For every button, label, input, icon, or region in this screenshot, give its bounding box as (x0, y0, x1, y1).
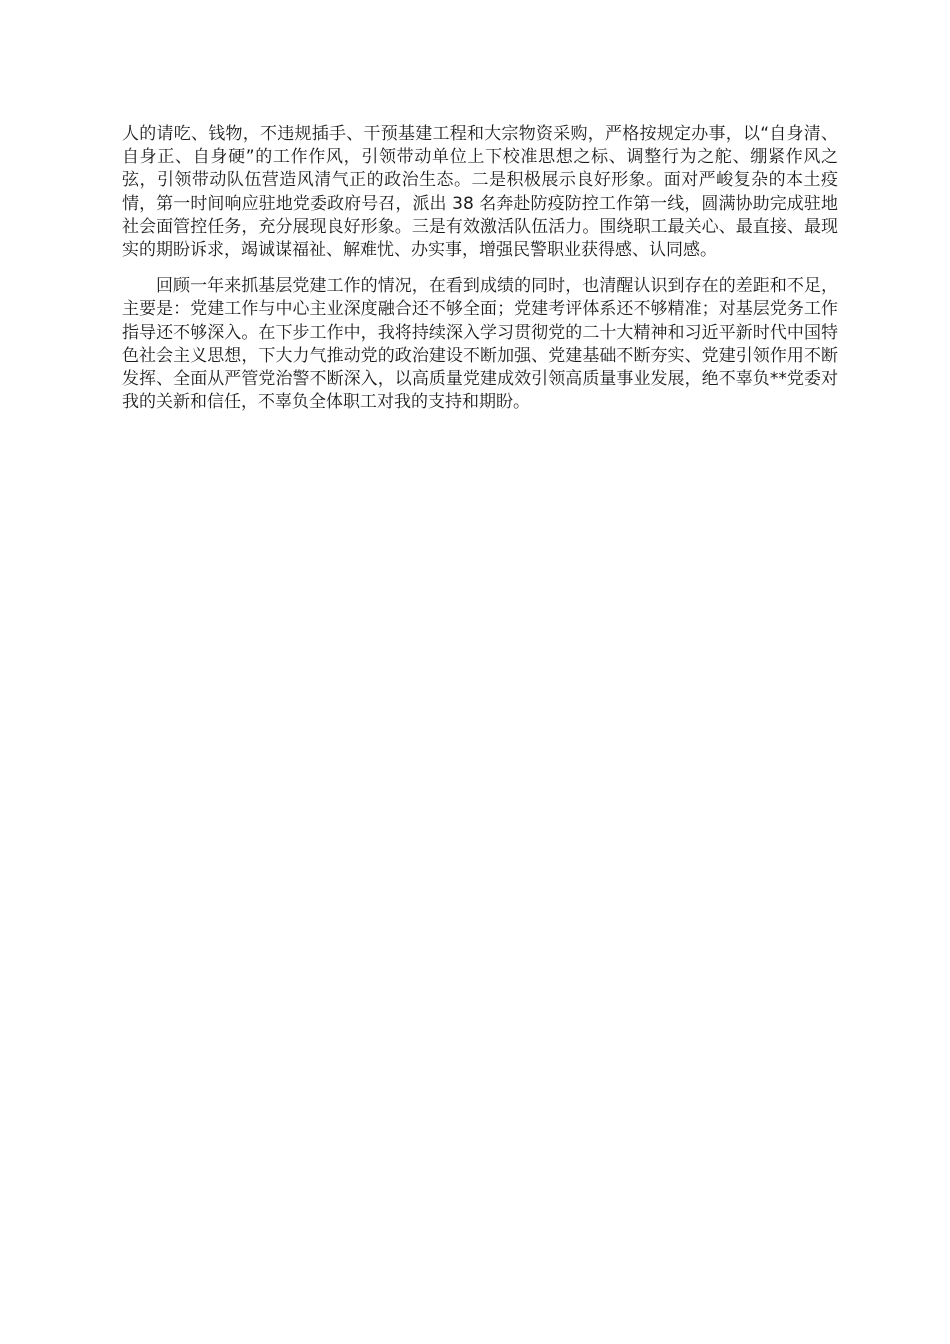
paragraph-review: 回顾一年来抓基层党建工作的情况，在看到成绩的同时，也清醒认识到存在的差距和不足，主要是：党建工作与中心主业深度融合还不够全面；党建考评体系还不够精准；对基层党务工作指导还不够深入。在下步工作中，我将持续深入学习贯彻党的二十大精神和习近平新时代中国特色社会主义思想，下大力气推动党的政治建设不断加强、党建基础不断夯实、党建引领作用不断发挥、全面从严管党治警不断深入，以高质量党建成效引领高质量事业发展，绝不辜负**党委对我的关新和信任，不辜负全体职工对我的支持和期盼。 (122, 276, 838, 413)
paragraph-continuation: 人的请吃、钱物，不违规插手、干预基建工程和大宗物资采购，严格按规定办事，以“自身清、自身正、自身硬”的工作作风，引领带动单位上下校准思想之标、调整行为之舵、绷紧作风之弦，引领带动队伍营造风清气正的政治生态。二是积极展示良好形象。面对严峻复杂的本土疫情，第一时间响应驻地党委政府号召，派出 38 名奔赴防疫防控工作第一线，圆满协助完成驻地社会面管控任务，充分展现良好形象。三是有效激活队伍活力。围绕职工最关心、最直接、最现实的期盼诉求，竭诚谋福祉、解难忧、办实事，增强民警职业获得感、认同感。 (122, 124, 838, 261)
document-body (122, 123, 838, 414)
